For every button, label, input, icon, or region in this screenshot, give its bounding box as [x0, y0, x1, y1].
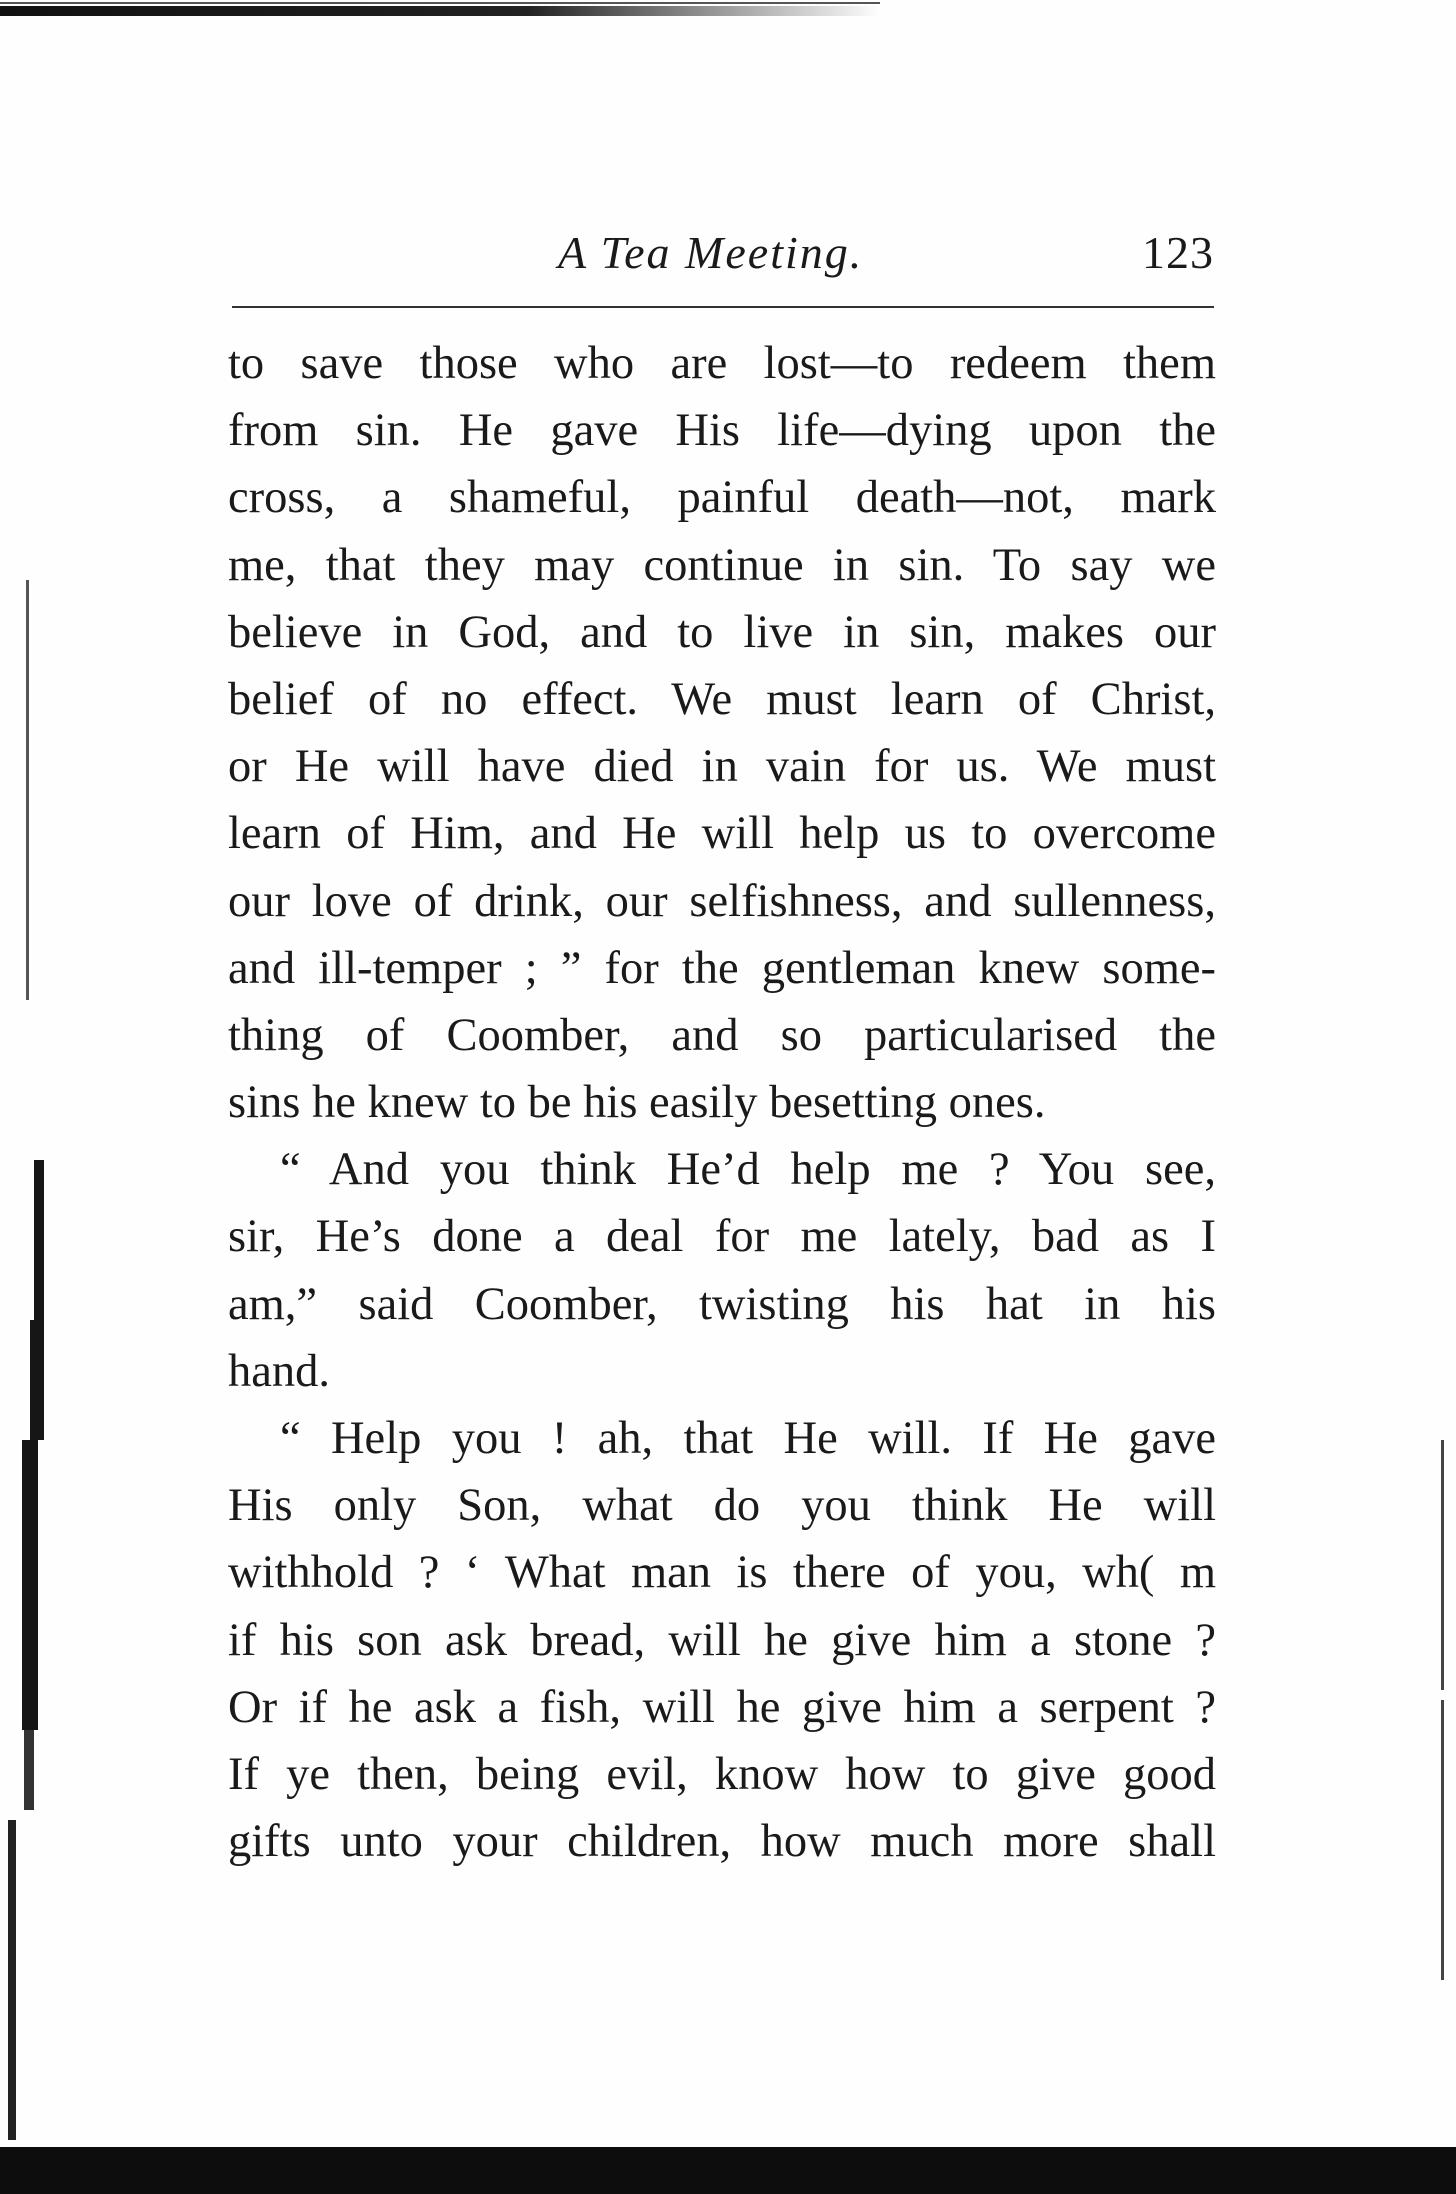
- body-text: [228, 330, 1216, 1875]
- text-line: hand.: [228, 1345, 331, 1397]
- page-header: [228, 226, 1214, 296]
- text-line: from sin. He gave His life—dying upon the: [228, 405, 1216, 457]
- text-line: believe in God, and to live in sin, makes our: [228, 606, 1216, 658]
- scan-binding-shadow: [24, 1730, 34, 1810]
- page-number: 123: [1142, 227, 1214, 278]
- scan-binding-shadow: [22, 1440, 38, 1730]
- scan-top-edge: [0, 6, 880, 16]
- scan-edge-speck: [1441, 1440, 1444, 1690]
- text-line: sins he knew to be his easily besetting ones.: [228, 1077, 1046, 1129]
- scan-edge-line: [0, 2, 880, 4]
- text-line: or He will have died in vain for us. We must: [228, 741, 1216, 793]
- text-line: thing of Coomber, and so particularised the: [228, 1009, 1216, 1061]
- text-line: sir, He’s done a deal for me lately, bad as I: [228, 1211, 1216, 1263]
- text-line: am,” said Coomber, twisting his hat in his: [228, 1278, 1216, 1330]
- scan-binding-shadow: [34, 1160, 44, 1320]
- text-line: learn of Him, and He will help us to overcome: [228, 808, 1216, 860]
- scan-binding-shadow: [8, 1820, 16, 2140]
- text-line: our love of drink, our selfishness, and sullenness,: [228, 875, 1216, 927]
- text-line: me, that they may continue in sin. To say we: [228, 539, 1216, 591]
- scan-binding-shadow: [26, 580, 29, 1000]
- text-line: If ye then, being evil, know how to give good: [228, 1748, 1216, 1800]
- text-line: “ Help you ! ah, that He will. If He gave: [280, 1413, 1216, 1464]
- text-line: withhold ? ‘ What man is there of you, wh( m: [228, 1547, 1216, 1599]
- running-title: A Tea Meeting.: [558, 227, 864, 278]
- text-line: His only Son, what do you think He will: [228, 1480, 1216, 1532]
- scan-binding-shadow: [30, 1320, 44, 1440]
- text-line: gifts unto your children, how much more shall: [228, 1816, 1216, 1868]
- text-line: if his son ask bread, will he give him a stone ?: [228, 1614, 1216, 1666]
- text-line: to save those who are lost—to redeem them: [228, 338, 1216, 389]
- text-line: cross, a shameful, painful death—not, mark: [228, 472, 1216, 524]
- text-line: Or if he ask a fish, will he give him a serpent ?: [228, 1681, 1216, 1733]
- text-line: and ill-temper ; ” for the gentleman knew some-: [228, 942, 1216, 994]
- text-line: belief of no effect. We must learn of Christ,: [228, 673, 1216, 725]
- text-line: “ And you think He’d help me ? You see,: [280, 1144, 1216, 1196]
- scan-edge-speck: [1441, 1700, 1444, 1980]
- header-rule: [232, 306, 1214, 308]
- scan-bottom-edge: [0, 2147, 1456, 2194]
